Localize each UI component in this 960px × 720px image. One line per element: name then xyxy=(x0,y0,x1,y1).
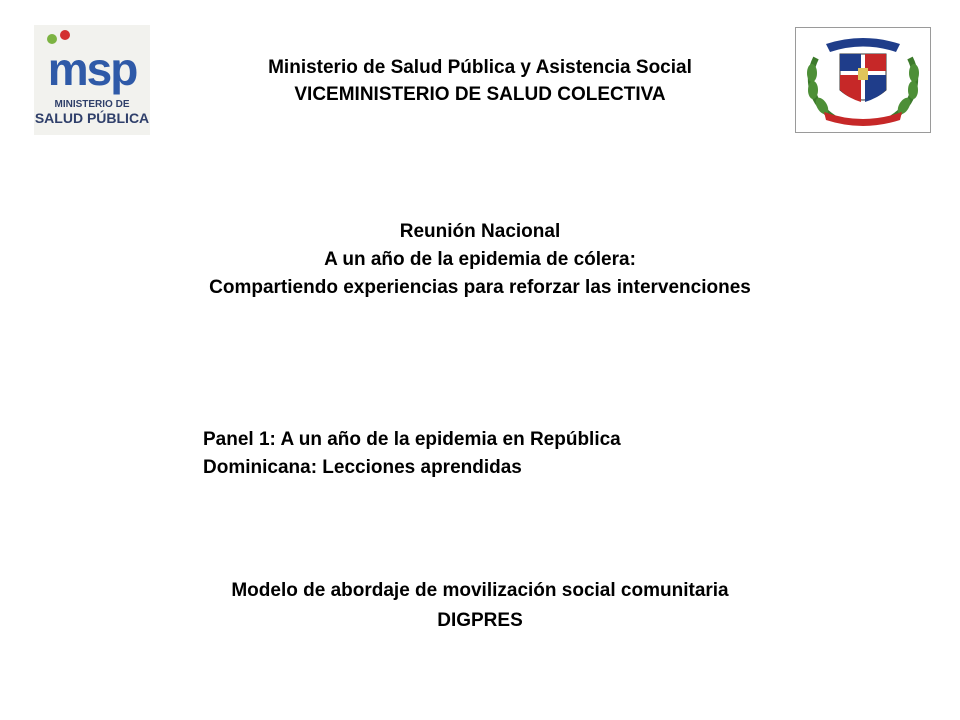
panel-line-1: Panel 1: A un año de la epidemia en República xyxy=(203,429,621,450)
meeting-title xyxy=(60,218,900,302)
panel-heading xyxy=(203,426,823,482)
panel-line-2: Dominicana: Lecciones aprendidas xyxy=(203,457,522,478)
model-heading xyxy=(100,576,860,636)
msp-logo-line2: SALUD PÚBLICA xyxy=(34,110,150,126)
vice-ministry-name: VICEMINISTERIO DE SALUD COLECTIVA xyxy=(294,84,666,105)
model-line-1: Modelo de abordaje de movilización social comunitaria xyxy=(231,580,729,601)
title-line-3: Compartiendo experiencias para reforzar las intervenciones xyxy=(209,277,751,298)
header xyxy=(170,54,790,108)
coat-of-arms-frame xyxy=(795,27,931,133)
msp-logo xyxy=(34,25,150,135)
model-line-2: DIGPRES xyxy=(437,610,523,631)
title-line-2: A un año de la epidemia de cólera: xyxy=(324,249,636,270)
msp-logo-line1: MINISTERIO DE xyxy=(54,99,130,110)
dominican-coat-of-arms-icon xyxy=(796,28,930,132)
title-line-1: Reunión Nacional xyxy=(399,221,561,242)
ministry-name: Ministerio de Salud Pública y Asistencia Social xyxy=(268,57,692,78)
msp-wordmark: msp xyxy=(47,43,137,95)
msp-ministry-logo-icon xyxy=(34,25,150,135)
